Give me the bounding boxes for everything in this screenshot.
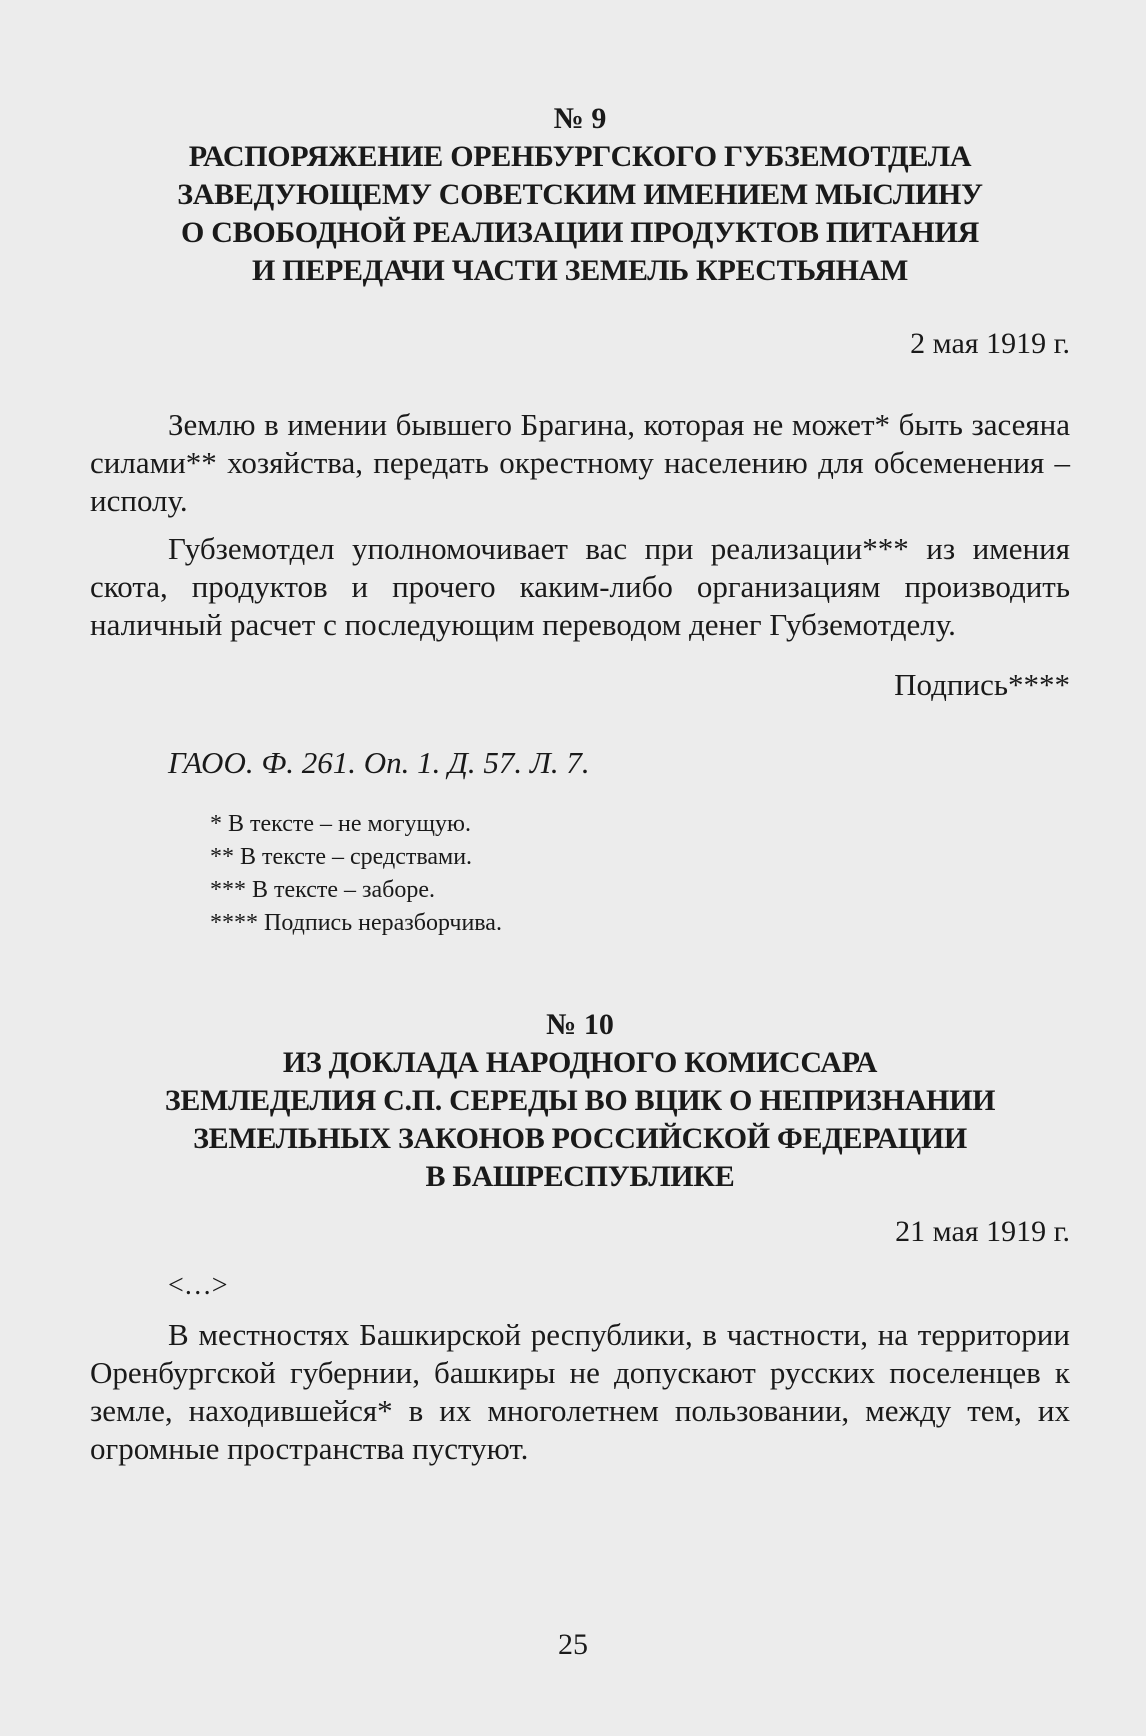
body-paragraph: Губземотдел уполномочивает вас при реализации*** из имения скота, продуктов и прочего каким-либо организациям производить наличный расчет с последующим переводом денег Губземотделу. [90,531,1070,642]
document-title-line: ЗЕМЕЛЬНЫХ ЗАКОНОВ РОССИЙСКОЙ ФЕДЕРАЦИИ [193,1122,967,1155]
page-content [90,104,1070,1468]
page-number: 25 [558,1628,588,1661]
body-paragraph: Землю в имении бывшего Брагина, которая не может* быть засеяна силами** хозяйства, передать окрестному населению для обсеменения – исполу. [90,407,1070,518]
document-title-line: ЗЕМЛЕДЕЛИЯ С.П. СЕРЕДЫ ВО ВЦИК О НЕПРИЗНАНИИ [164,1084,996,1117]
document-title-line: РАСПОРЯЖЕНИЕ ОРЕНБУРГСКОГО ГУБЗЕМОТДЕЛА [188,140,972,173]
footnote: *** В тексте – заборе. [210,877,435,903]
document-title-line: И ПЕРЕДАЧИ ЧАСТИ ЗЕМЕЛЬ КРЕСТЬЯНАМ [251,254,909,287]
document-date: 21 мая 1919 г. [895,1215,1070,1248]
document-date: 2 мая 1919 г. [910,327,1070,360]
archive-reference: ГАОО. Ф. 261. Оп. 1. Д. 57. Л. 7. [168,745,590,780]
document-number: № 9 [553,102,607,135]
signature: Подпись**** [894,667,1070,702]
document-10 [90,1010,1070,1468]
document-9 [90,104,1070,940]
omission-mark: <…> [168,1270,228,1301]
document-title-line: ЗАВЕДУЮЩЕМУ СОВЕТСКИМ ИМЕНИЕМ МЫСЛИНУ [177,178,983,211]
footnote: * В тексте – не могущую. [210,811,471,837]
document-title-line: В БАШРЕСПУБЛИКЕ [425,1160,735,1193]
footnote: **** Подпись неразборчива. [210,910,502,936]
footnote: ** В тексте – средствами. [210,844,473,870]
document-number: № 10 [546,1008,614,1041]
document-title-line: ИЗ ДОКЛАДА НАРОДНОГО КОМИССАРА [282,1046,878,1079]
document-title-line: О СВОБОДНОЙ РЕАЛИЗАЦИИ ПРОДУКТОВ ПИТАНИЯ [181,216,979,249]
body-paragraph: В местностях Башкирской республики, в частности, на территории Оренбургской губернии, башкиры не допускают русских поселенцев к земле, находившейся* в их многолетнем пользовании, между тем, их огромные пространства пустуют. [90,1317,1070,1466]
footnotes [90,808,1070,940]
